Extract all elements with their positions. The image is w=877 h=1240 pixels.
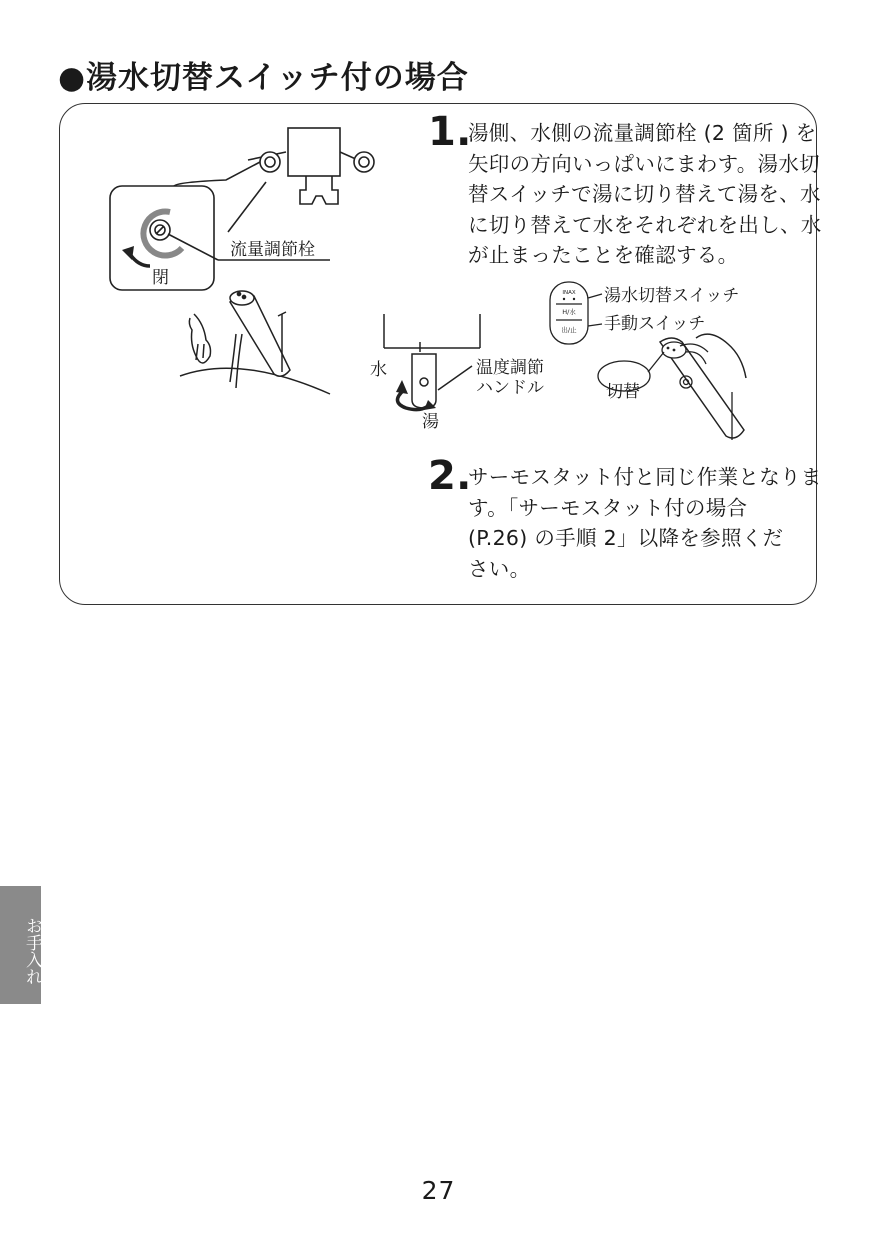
hot-label: 湯 <box>422 412 439 432</box>
page-number: 27 <box>421 1176 456 1205</box>
valve-label: 流量調節栓 <box>230 240 315 260</box>
step-1-number: 1. <box>428 109 472 155</box>
instruction-panel <box>59 103 822 605</box>
button-bottom-text: 出/止 <box>561 326 577 334</box>
handle-label: 温度調節 ハンドル <box>476 358 544 398</box>
button-top-text: H/水 <box>562 308 576 316</box>
section-tab: お手入れ <box>0 886 41 1004</box>
manual-switch-label: 手動スイッチ <box>604 314 706 334</box>
faucet-figure <box>170 284 330 414</box>
step-2-text: サーモスタット付と同じ作業となりま す。「サーモスタット付の場合 (P.26) の手順 2」以降を参照くだ さい。 <box>468 465 822 581</box>
toggle-label: 切替 <box>606 382 640 402</box>
step-1 <box>428 109 868 271</box>
cold-label: 水 <box>370 360 387 380</box>
switch-label: 湯水切替スイッチ <box>604 286 740 306</box>
brand-mark: INAX <box>562 290 576 296</box>
step-2 <box>428 453 868 584</box>
page-title: ●湯水切替スイッチ付の場合 <box>58 60 469 96</box>
close-label: 閉 <box>152 268 169 288</box>
step-1-text: 湯側、水側の流量調節栓 (2 箇所 ) を 矢印の方向いっぱいにまわす。湯水切 替スイッチで湯に切り替えて湯を、水 に切り替えて水をそれぞれを出し、水 が止まったことを確認する。 <box>468 121 822 267</box>
step-2-number: 2. <box>428 453 472 499</box>
